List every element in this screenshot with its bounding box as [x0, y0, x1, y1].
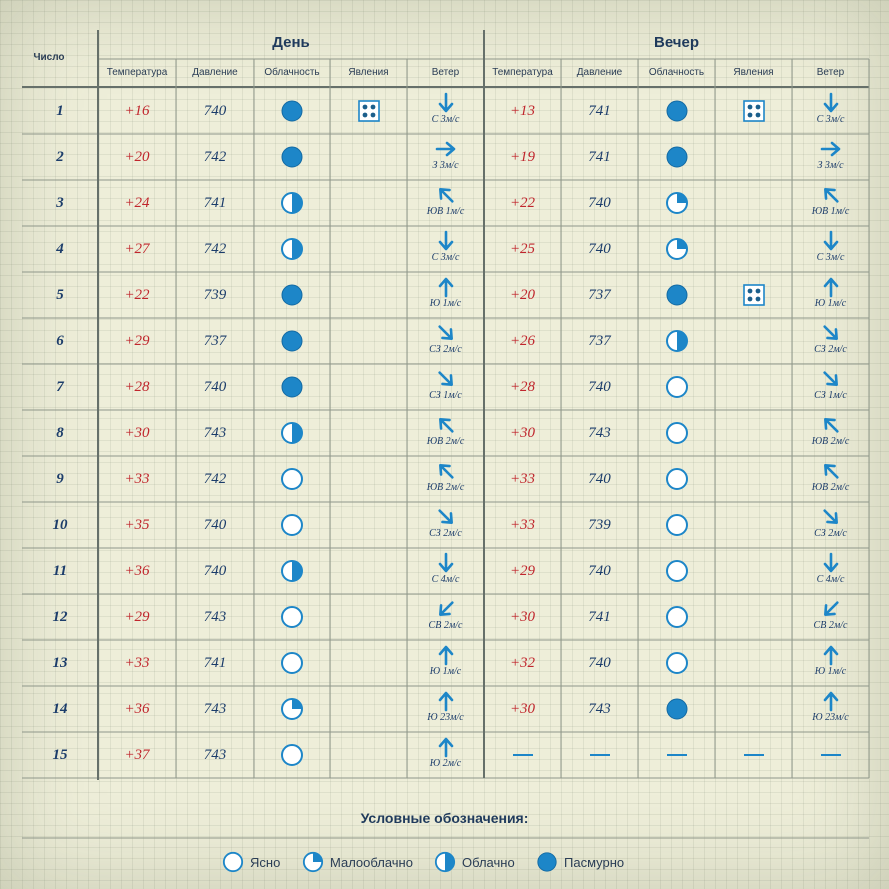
eve-wind-label: СВ 2м/с	[813, 620, 848, 631]
day-temperature: +29	[124, 333, 150, 349]
eve-temperature: +30	[509, 701, 536, 717]
row-number: 3	[56, 195, 64, 211]
eve-temperature: +28	[509, 379, 536, 395]
cloud-overcast-icon	[665, 145, 689, 169]
cloud-cloudy-icon	[665, 329, 689, 353]
day-wind-label: Ю 23м/с	[427, 712, 464, 723]
wind-arrow-up-left-icon	[435, 184, 457, 206]
wind-arrow-down-right-icon	[820, 506, 842, 528]
eve-temperature: +26	[509, 333, 536, 349]
cloud-clear-icon	[665, 467, 689, 491]
cloud-clear-icon	[665, 559, 689, 583]
eve-pressure: 739	[588, 517, 611, 533]
header-day: День	[272, 34, 310, 51]
row-number: 2	[56, 149, 64, 165]
wind-arrow-up-icon	[820, 644, 842, 666]
eve-pressure: 740	[588, 471, 611, 487]
day-wind-label: СЗ 2м/с	[429, 344, 462, 355]
day-pressure: 743	[203, 701, 227, 717]
cloud-clear-icon	[280, 651, 304, 675]
eve-wind-label: С 3м/с	[816, 114, 845, 125]
day-pressure: 741	[203, 655, 227, 671]
wind-arrow-up-icon	[820, 690, 842, 712]
row-number: 14	[52, 701, 68, 717]
wind-arrow-down-right-icon	[820, 368, 842, 390]
eve-temperature: +33	[509, 517, 536, 533]
legend-label: Малооблачно	[330, 854, 413, 870]
row-number: 9	[56, 471, 64, 487]
column-header-day-3: Облачность	[264, 67, 320, 78]
cloud-cloudy-icon	[280, 559, 304, 583]
eve-temperature: +33	[509, 471, 536, 487]
cloud-partly-icon	[280, 697, 304, 721]
legend-item-cloudy	[434, 851, 515, 873]
cloud-clear-icon	[280, 513, 304, 537]
row-number: 15	[52, 747, 68, 763]
wind-arrow-down-right-icon	[820, 322, 842, 344]
eve-wind-label: ЮВ 2м/с	[811, 436, 850, 447]
column-header-evening-2: Давление	[576, 67, 623, 78]
snow-icon	[743, 284, 765, 306]
day-pressure: 740	[203, 517, 227, 533]
eve-wind-label: Ю 1м/с	[814, 298, 847, 309]
row-number: 11	[52, 563, 68, 579]
eve-temperature: +30	[509, 609, 536, 625]
eve-pressure: 740	[588, 655, 611, 671]
day-temperature: +33	[124, 655, 150, 671]
cloud-cloudy-icon	[280, 191, 304, 215]
day-temperature: +24	[124, 195, 150, 211]
cloud-cloudy-icon	[280, 237, 304, 261]
day-pressure: 743	[203, 425, 227, 441]
wind-arrow-up-icon	[435, 690, 457, 712]
column-header-evening-1: Температура	[492, 67, 553, 78]
day-pressure: 743	[203, 609, 227, 625]
column-header-day-4: Явления	[348, 67, 389, 78]
day-wind-label: СЗ 2м/с	[429, 528, 462, 539]
eve-pressure: 740	[588, 241, 611, 257]
day-pressure: 743	[203, 747, 227, 763]
day-wind-label: ЮВ 2м/с	[426, 482, 465, 493]
no-data-dash	[590, 754, 610, 756]
wind-arrow-up-left-icon	[820, 184, 842, 206]
wind-arrow-down-right-icon	[435, 368, 457, 390]
day-temperature: +37	[124, 747, 150, 763]
cloud-overcast-icon	[280, 375, 304, 399]
row-number: 12	[52, 609, 68, 625]
row-number: 1	[56, 103, 64, 119]
day-temperature: +16	[124, 103, 150, 119]
cloud-clear-icon	[280, 743, 304, 767]
day-wind-label: Ю 1м/с	[429, 298, 462, 309]
row-number: 7	[56, 379, 64, 395]
day-wind-label: З 3м/с	[432, 160, 459, 171]
wind-arrow-down-left-icon	[820, 598, 842, 620]
wind-arrow-down-right-icon	[435, 322, 457, 344]
legend-item-clear	[222, 851, 280, 873]
eve-temperature: +25	[509, 241, 536, 257]
wind-arrow-down-left-icon	[435, 598, 457, 620]
column-header-day-5: Ветер	[431, 67, 460, 78]
cloud-cloudy-icon	[434, 851, 462, 873]
cloud-partly-icon	[302, 851, 330, 873]
eve-pressure: 737	[588, 287, 611, 303]
cloud-overcast-icon	[665, 697, 689, 721]
cloud-overcast-icon	[280, 99, 304, 123]
wind-arrow-up-icon	[820, 276, 842, 298]
eve-pressure: 740	[588, 195, 611, 211]
wind-arrow-up-left-icon	[435, 460, 457, 482]
eve-temperature: +32	[509, 655, 536, 671]
cloud-clear-icon	[280, 605, 304, 629]
day-pressure: 741	[203, 195, 227, 211]
cloud-clear-icon	[222, 851, 250, 873]
day-temperature: +33	[124, 471, 150, 487]
eve-pressure: 741	[588, 149, 611, 165]
eve-wind-label: С 4м/с	[816, 574, 845, 585]
day-temperature: +35	[124, 517, 150, 533]
wind-arrow-down-icon	[435, 230, 457, 252]
eve-wind-label: СЗ 1м/с	[814, 390, 847, 401]
eve-pressure: 743	[588, 701, 611, 717]
cloud-partly-icon	[665, 237, 689, 261]
day-temperature: +36	[124, 563, 150, 579]
day-temperature: +29	[124, 609, 150, 625]
snow-icon	[743, 100, 765, 122]
day-pressure: 739	[203, 287, 227, 303]
wind-arrow-down-icon	[820, 552, 842, 574]
day-wind-label: ЮВ 1м/с	[426, 206, 465, 217]
eve-wind-label: З 3м/с	[817, 160, 844, 171]
eve-pressure: 741	[588, 609, 611, 625]
day-pressure: 742	[203, 241, 227, 257]
legend-item-partly	[302, 851, 413, 873]
eve-wind-label: Ю 1м/с	[814, 666, 847, 677]
cloud-overcast-icon	[665, 99, 689, 123]
column-header-day-2: Давление	[192, 67, 238, 78]
day-temperature: +36	[124, 701, 150, 717]
cloud-overcast-icon	[280, 329, 304, 353]
day-pressure: 742	[203, 149, 227, 165]
legend-label: Облачно	[462, 854, 515, 870]
snow-icon	[358, 100, 380, 122]
header-number: Число	[33, 52, 65, 63]
day-wind-label: С 3м/с	[431, 114, 460, 125]
cloud-clear-icon	[665, 513, 689, 537]
day-wind-label: Ю 1м/с	[429, 666, 462, 677]
cloud-clear-icon	[665, 375, 689, 399]
day-pressure: 740	[203, 103, 227, 119]
legend-label: Ясно	[250, 854, 281, 870]
row-number: 6	[56, 333, 64, 349]
cloud-clear-icon	[665, 605, 689, 629]
wind-arrow-down-right-icon	[435, 506, 457, 528]
eve-wind-label: ЮВ 2м/с	[811, 482, 850, 493]
wind-arrow-up-left-icon	[435, 414, 457, 436]
cloud-clear-icon	[665, 651, 689, 675]
legend-label: Пасмурно	[564, 854, 625, 870]
eve-wind-label: С 3м/с	[816, 252, 845, 263]
eve-temperature: +30	[509, 425, 536, 441]
column-header-evening-5: Ветер	[816, 67, 845, 78]
day-temperature: +30	[124, 425, 150, 441]
day-wind-label: СЗ 1м/с	[429, 390, 462, 401]
eve-pressure: 740	[588, 379, 611, 395]
wind-arrow-up-icon	[435, 276, 457, 298]
row-number: 13	[52, 655, 68, 671]
cloud-clear-icon	[280, 467, 304, 491]
eve-pressure: 740	[588, 563, 611, 579]
day-pressure: 742	[203, 471, 227, 487]
no-data-dash	[744, 754, 764, 756]
wind-arrow-down-icon	[820, 92, 842, 114]
wind-arrow-down-icon	[435, 92, 457, 114]
row-number: 8	[56, 425, 64, 441]
no-data-dash	[667, 754, 687, 756]
day-wind-label: ЮВ 2м/с	[426, 436, 465, 447]
day-wind-label: С 4м/с	[431, 574, 460, 585]
wind-arrow-up-icon	[435, 736, 457, 758]
wind-arrow-down-icon	[820, 230, 842, 252]
cloud-clear-icon	[665, 421, 689, 445]
no-data-dash	[821, 754, 841, 756]
eve-temperature: +22	[509, 195, 536, 211]
legend-item-overcast	[536, 851, 624, 873]
legend-title: Условные обозначения:	[360, 810, 529, 826]
row-number: 5	[56, 287, 64, 303]
eve-temperature: +19	[509, 149, 536, 165]
day-temperature: +28	[124, 379, 150, 395]
eve-wind-label: СЗ 2м/с	[814, 528, 847, 539]
eve-pressure: 743	[588, 425, 611, 441]
cloud-overcast-icon	[536, 851, 564, 873]
day-pressure: 737	[203, 333, 227, 349]
cloud-partly-icon	[665, 191, 689, 215]
header-evening: Вечер	[653, 34, 699, 51]
no-data-dash	[513, 754, 533, 756]
row-number: 4	[56, 241, 64, 257]
wind-arrow-up-left-icon	[820, 460, 842, 482]
column-header-evening-3: Облачность	[648, 67, 705, 78]
eve-temperature: +29	[509, 563, 536, 579]
eve-wind-label: ЮВ 1м/с	[811, 206, 850, 217]
cloud-overcast-icon	[280, 145, 304, 169]
eve-temperature: +20	[509, 287, 536, 303]
eve-pressure: 737	[588, 333, 611, 349]
cloud-overcast-icon	[665, 283, 689, 307]
eve-pressure: 741	[588, 103, 611, 119]
day-pressure: 740	[203, 379, 227, 395]
cloud-cloudy-icon	[280, 421, 304, 445]
column-header-evening-4: Явления	[733, 67, 774, 78]
cloud-overcast-icon	[280, 283, 304, 307]
day-wind-label: СВ 2м/с	[428, 620, 463, 631]
day-temperature: +27	[124, 241, 150, 257]
wind-arrow-right-icon	[820, 138, 842, 160]
day-wind-label: Ю 2м/с	[429, 758, 462, 769]
day-temperature: +22	[124, 287, 150, 303]
wind-arrow-up-left-icon	[820, 414, 842, 436]
wind-arrow-right-icon	[435, 138, 457, 160]
eve-temperature: +13	[509, 103, 536, 119]
column-header-day-1: Температура	[106, 67, 168, 78]
eve-wind-label: Ю 23м/с	[812, 712, 849, 723]
eve-wind-label: СЗ 2м/с	[814, 344, 847, 355]
wind-arrow-up-icon	[435, 644, 457, 666]
day-pressure: 740	[203, 563, 227, 579]
day-temperature: +20	[124, 149, 150, 165]
row-number: 10	[52, 517, 68, 533]
wind-arrow-down-icon	[435, 552, 457, 574]
day-wind-label: С 3м/с	[431, 252, 460, 263]
